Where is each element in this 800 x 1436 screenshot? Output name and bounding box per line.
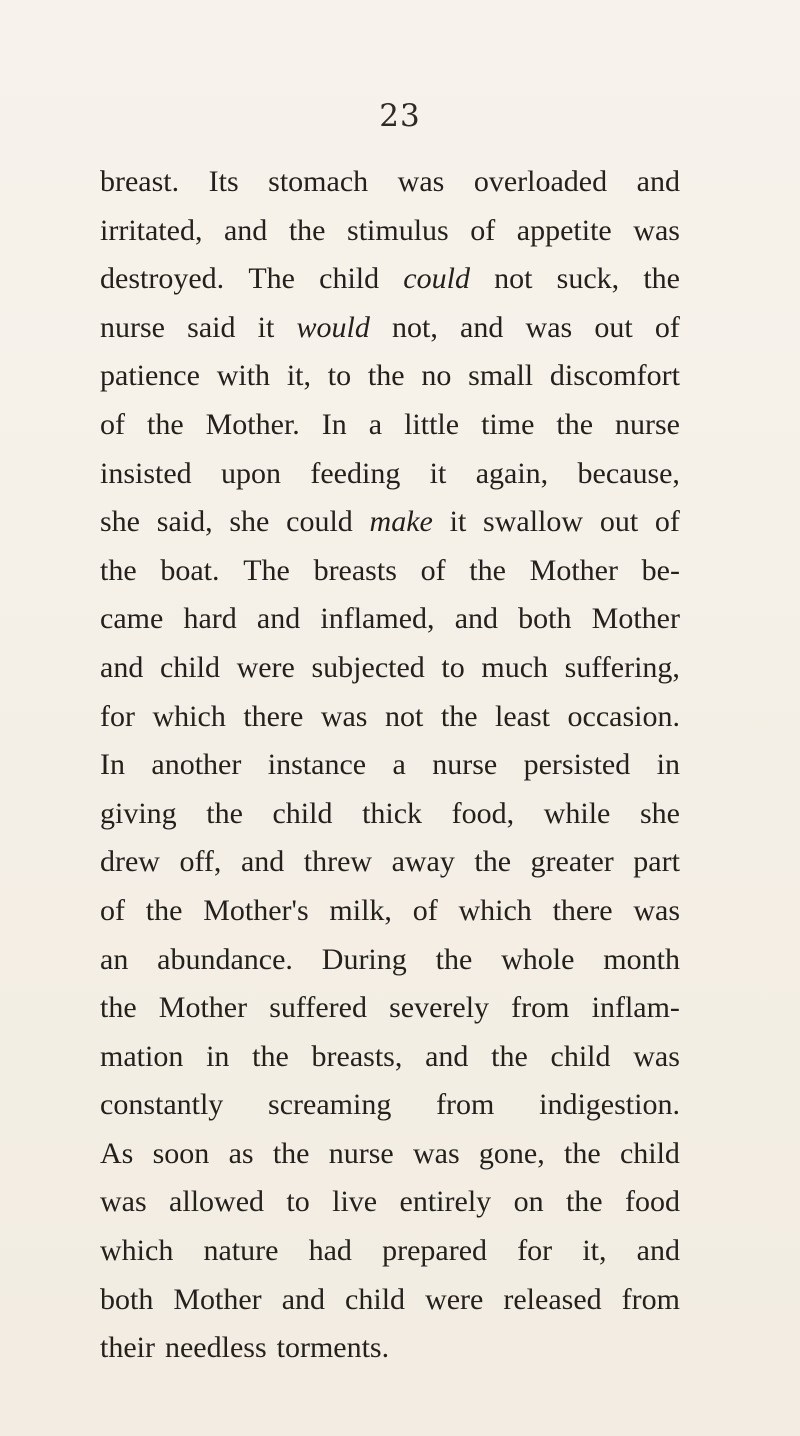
word: much: [481, 650, 549, 684]
word: was: [100, 1185, 147, 1219]
word: soon: [152, 1136, 210, 1170]
word: for: [517, 1234, 553, 1268]
word: of: [100, 407, 125, 441]
text-line: [100, 984, 680, 1033]
word: live: [332, 1185, 378, 1219]
word: milk,: [329, 893, 392, 927]
word: of: [654, 505, 680, 539]
text-line: [100, 158, 680, 207]
word: another: [151, 748, 242, 782]
word: indigestion.: [539, 1088, 680, 1122]
word: breast.: [100, 165, 180, 198]
word: child: [345, 1282, 406, 1316]
word: the: [145, 893, 183, 927]
word: insisted: [100, 456, 192, 490]
word: severely: [389, 991, 490, 1025]
word: was: [633, 213, 680, 247]
word: the: [100, 991, 137, 1025]
word: child: [159, 650, 220, 684]
text-line: [100, 498, 680, 547]
word: their: [100, 1331, 155, 1365]
word: instance: [267, 748, 367, 782]
word: gone,: [478, 1136, 545, 1170]
word: a: [368, 407, 383, 441]
word: In: [321, 407, 347, 441]
word: breasts,: [311, 1039, 403, 1073]
text-line: [100, 352, 680, 401]
word: with: [216, 359, 271, 393]
word: was: [413, 1136, 460, 1170]
word: little: [404, 407, 460, 441]
word: breasts: [313, 553, 397, 587]
word: nurse: [615, 407, 680, 441]
word: not: [494, 262, 533, 296]
word: As: [100, 1136, 134, 1170]
text-line: [100, 547, 680, 596]
word: be-: [641, 553, 680, 587]
word: to: [327, 359, 352, 393]
word: from: [621, 1282, 680, 1316]
word: small: [468, 359, 534, 393]
word: off,: [179, 845, 222, 879]
text-line: [100, 595, 680, 644]
word: inflam-: [591, 991, 680, 1025]
text-line: [100, 401, 680, 450]
word: a: [392, 748, 406, 782]
word: the: [556, 407, 594, 441]
word: away: [391, 845, 455, 879]
body-text: [100, 158, 680, 1373]
word: which: [100, 1234, 174, 1268]
word: child: [272, 796, 333, 830]
word: said: [187, 310, 236, 344]
word: the: [252, 1039, 289, 1073]
word: were: [425, 1282, 484, 1316]
word: came: [100, 602, 164, 636]
word: in: [656, 748, 680, 782]
word: boat.: [160, 553, 220, 587]
word: and: [425, 1039, 469, 1073]
word: drew: [100, 845, 160, 879]
word: irritated,: [100, 213, 203, 247]
word: nurse: [432, 748, 498, 782]
text-line: [100, 887, 680, 936]
word: the: [643, 262, 680, 296]
word: released: [503, 1282, 602, 1316]
word: because,: [577, 456, 680, 490]
word: nature: [203, 1234, 279, 1268]
word: she: [100, 505, 140, 539]
word: the: [565, 1185, 603, 1219]
text-line: [100, 304, 680, 353]
word: child: [319, 262, 380, 296]
word: feeding: [310, 456, 401, 490]
word: would: [296, 310, 370, 344]
word: could: [286, 505, 353, 539]
word: out: [594, 310, 633, 344]
word: swallow: [483, 505, 584, 539]
word: it,: [286, 359, 312, 393]
word: nurse: [328, 1136, 394, 1170]
word: screaming: [268, 1088, 392, 1122]
word: and: [281, 1282, 326, 1316]
word: Mother's: [203, 893, 309, 927]
text-line: [100, 693, 680, 742]
word: it: [429, 456, 447, 490]
word: and: [100, 650, 144, 684]
word: mation: [100, 1039, 184, 1073]
word: Its: [208, 165, 239, 198]
word: again,: [475, 456, 549, 490]
text-line: [100, 207, 680, 256]
word: food,: [451, 796, 515, 830]
word: and: [636, 165, 680, 198]
word: on: [513, 1185, 544, 1219]
word: and: [454, 602, 499, 636]
word: while: [543, 796, 611, 830]
word: overloaded: [473, 165, 608, 198]
word: Mother: [591, 602, 680, 636]
word: to: [441, 650, 465, 684]
word: upon: [221, 456, 282, 490]
text-line: [100, 790, 680, 839]
word: was: [320, 699, 368, 733]
word: it: [257, 310, 275, 344]
word: the: [440, 699, 478, 733]
word: allowed: [169, 1185, 265, 1219]
word: Mother.: [205, 407, 300, 441]
word: for: [100, 699, 135, 733]
word: of: [654, 310, 680, 344]
text-line: [100, 450, 680, 499]
word: needless: [164, 1331, 267, 1365]
word: food: [625, 1185, 680, 1219]
word: and: [460, 310, 504, 344]
word: giving: [100, 796, 177, 830]
word: was: [397, 165, 445, 198]
word: there: [552, 893, 613, 927]
word: suffered: [269, 991, 367, 1025]
word: occasion.: [567, 699, 680, 733]
text-line: [100, 936, 680, 985]
word: it,: [582, 1234, 607, 1268]
word: out: [599, 505, 639, 539]
word: she: [229, 505, 270, 539]
word: destroyed.: [100, 262, 225, 296]
word: hard: [183, 602, 237, 636]
word: and: [636, 1234, 680, 1268]
word: the: [474, 845, 512, 879]
word: had: [308, 1234, 352, 1268]
text-line: [100, 1081, 680, 1130]
word: constantly: [100, 1088, 224, 1122]
word: was: [633, 1039, 680, 1073]
text-line: [100, 741, 680, 790]
word: Mother: [529, 553, 618, 587]
text-line: [100, 838, 680, 887]
word: was: [525, 310, 573, 344]
word: the: [288, 213, 326, 247]
word: child: [550, 1039, 611, 1073]
word: whole: [501, 942, 575, 976]
word: from: [436, 1088, 495, 1122]
word: the: [469, 553, 506, 587]
word: month: [603, 942, 680, 976]
word: The: [243, 553, 290, 587]
word: stimulus: [347, 213, 449, 247]
word: abundance.: [157, 942, 293, 976]
text-line: [100, 644, 680, 693]
word: thick: [362, 796, 423, 830]
text-line: [100, 1227, 680, 1276]
word: both: [518, 602, 572, 636]
word: suck,: [556, 262, 620, 296]
word: said,: [156, 505, 213, 539]
word: as: [228, 1136, 254, 1170]
word: persisted: [523, 748, 631, 782]
word: During: [321, 942, 407, 976]
word: not,: [392, 310, 438, 344]
word: which: [152, 699, 226, 733]
word: the: [564, 1136, 601, 1170]
word: make: [369, 505, 433, 539]
word: from: [511, 991, 570, 1025]
word: it: [449, 505, 467, 539]
text-line: [100, 1130, 680, 1179]
word: an: [100, 942, 129, 976]
text-line: [100, 1324, 680, 1373]
word: subjected: [311, 650, 425, 684]
word: and: [223, 213, 268, 247]
word: appetite: [516, 213, 612, 247]
word: Mother: [158, 991, 248, 1025]
word: to: [286, 1185, 310, 1219]
word: of: [420, 553, 446, 587]
word: greater: [530, 845, 614, 879]
word: both: [100, 1282, 154, 1316]
word: of: [100, 893, 125, 927]
word: threw: [303, 845, 373, 879]
word: she: [639, 796, 680, 830]
word: stomach: [268, 165, 369, 198]
word: which: [458, 893, 532, 927]
word: prepared: [382, 1234, 488, 1268]
word: there: [243, 699, 304, 733]
word: nurse: [100, 310, 165, 344]
text-line: [100, 255, 680, 304]
text-line: [100, 1276, 680, 1325]
word: the: [146, 407, 184, 441]
word: was: [633, 893, 680, 927]
word: inflamed,: [320, 602, 435, 636]
word: the: [206, 796, 243, 830]
word: In: [100, 748, 125, 782]
word: no: [421, 359, 452, 393]
word: child: [619, 1136, 680, 1170]
word: torments.: [276, 1331, 390, 1365]
word: least: [495, 699, 551, 733]
word: were: [236, 650, 295, 684]
text-line: [100, 1178, 680, 1227]
word: the: [491, 1039, 528, 1073]
word: Mother: [173, 1282, 262, 1316]
word: entirely: [399, 1185, 492, 1219]
word: not: [385, 699, 424, 733]
word: the: [272, 1136, 310, 1170]
word: suffering,: [564, 650, 680, 684]
word: in: [206, 1039, 230, 1073]
word: could: [403, 262, 470, 296]
word: and: [256, 602, 301, 636]
word: the: [100, 553, 137, 587]
word: and: [240, 845, 285, 879]
word: the: [435, 942, 473, 976]
page-number: 23: [379, 98, 421, 134]
word: patience: [100, 359, 200, 393]
word: discomfort: [549, 359, 680, 393]
word: of: [470, 213, 496, 247]
word: of: [412, 893, 438, 927]
word: part: [633, 845, 680, 879]
word: the: [367, 359, 405, 393]
text-line: [100, 1033, 680, 1082]
word: time: [481, 407, 535, 441]
word: The: [248, 262, 295, 296]
